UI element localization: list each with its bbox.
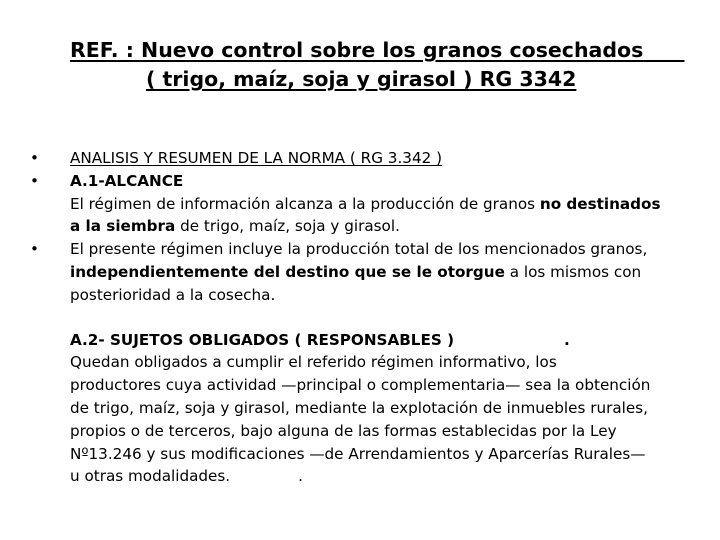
slide-title [70, 36, 710, 94]
bullet-dot: • [30, 149, 39, 167]
title-line-1: REF. : Nuevo control sobre los granos cosechados____ [70, 38, 685, 62]
section-text-line: productores cuya actividad —principal o complementaria— sea la obtención [70, 376, 651, 395]
bullet-text-line: posterioridad a la cosecha. [70, 285, 276, 304]
bullet-heading: ANALISIS Y RESUMEN DE LA NORMA ( RG 3.342 ) [70, 149, 443, 167]
section-sujetos-obligados [30, 329, 710, 489]
section-heading: A.2- SUJETOS OBLIGADOS ( RESPONSABLES ) . [70, 330, 570, 349]
bullet-text-line: independientemente del destino que se le otorgue a los mismos con [70, 262, 642, 281]
title-line-2: ( trigo, maíz, soja y girasol ) RG 3342 [146, 67, 577, 91]
bullet-item [30, 238, 710, 306]
section-text-line: u otras modalidades. . [70, 467, 303, 486]
section-text-line: propios o de terceros, bajo alguna de las formas establecidas por la Ley [70, 421, 617, 440]
slide-body [30, 147, 710, 488]
bullet-item [30, 147, 710, 170]
bullet-item [30, 170, 710, 238]
bullet-text-line: El presente régimen incluye la producción total de los mencionados granos, [70, 240, 648, 259]
section-text-line: Nº13.246 y sus modificaciones —de Arrendamientos y Aparcerías Rurales— [70, 444, 646, 463]
bullet-text-line: a la siembra de trigo, maíz, soja y girasol. [70, 217, 400, 236]
bullet-dot: • [30, 171, 39, 190]
bullet-heading: A.1-ALCANCE [70, 171, 184, 190]
section-text-line: Quedan obligados a cumplir el referido régimen informativo, los [70, 353, 557, 372]
bullet-dot: • [30, 240, 39, 259]
bullet-text-line: El régimen de información alcanza a la producción de granos no destinados [70, 194, 661, 213]
section-text-line: de trigo, maíz, soja y girasol, mediante la explotación de inmuebles rurales, [70, 398, 648, 417]
